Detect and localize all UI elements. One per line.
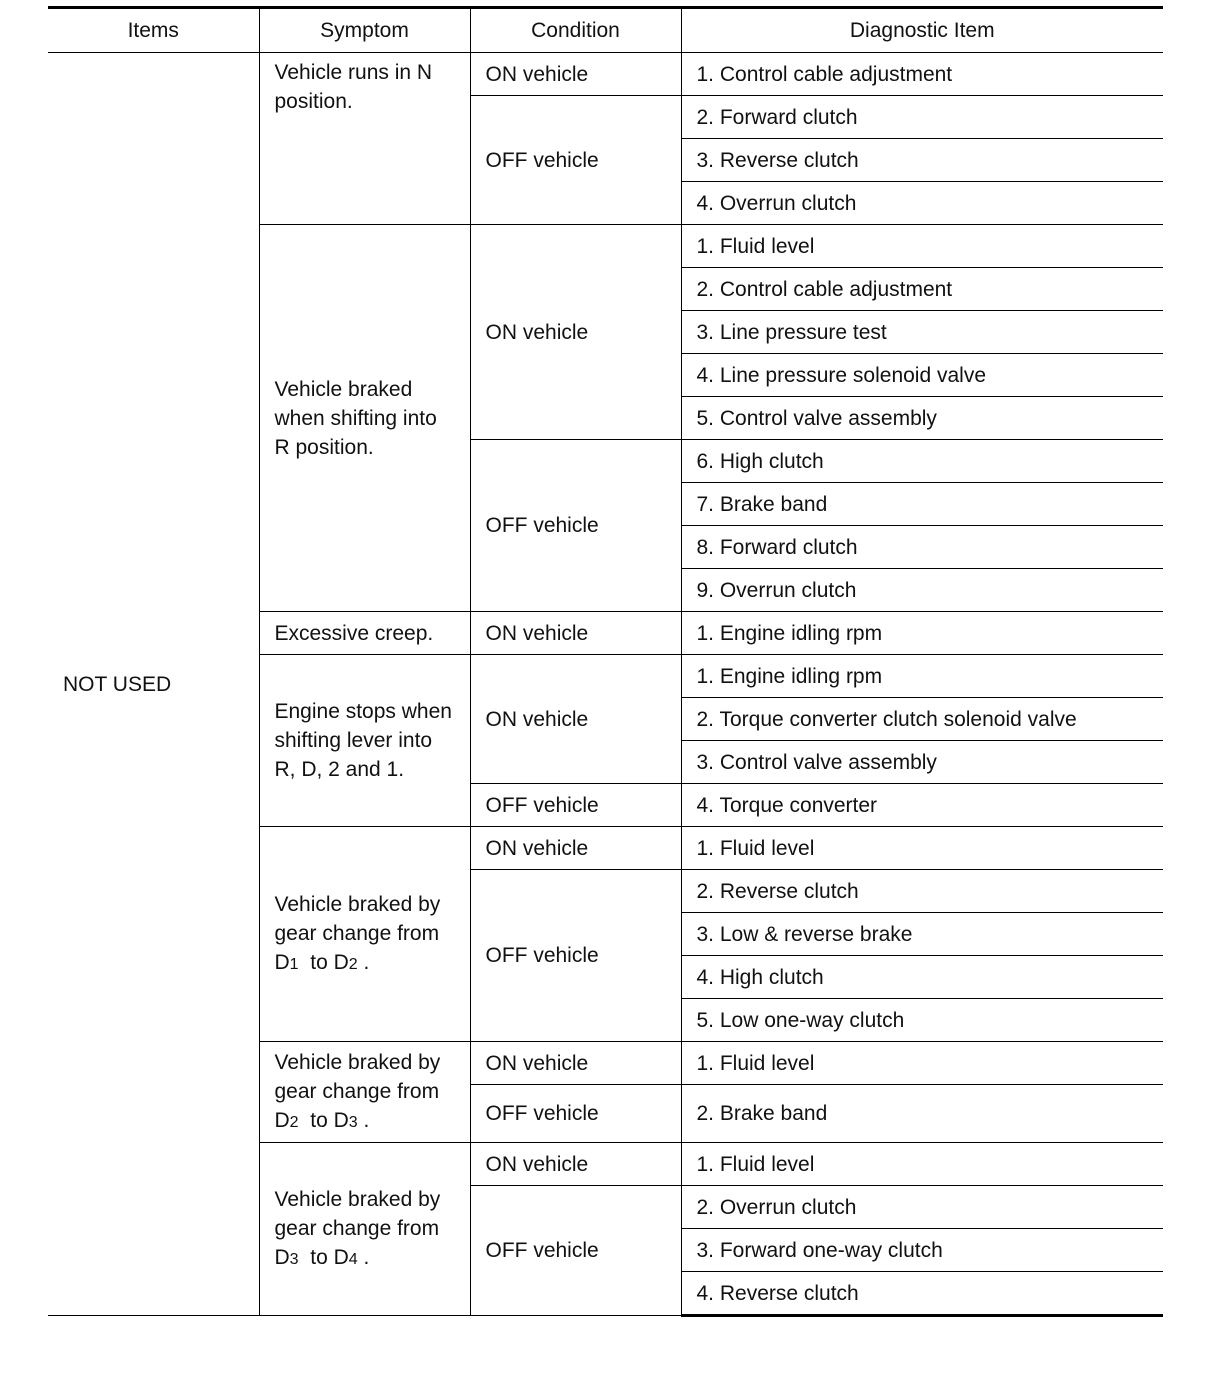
gear-from: D — [274, 1245, 290, 1269]
diagnostic-cell: 3. Control valve assembly — [681, 741, 1163, 784]
diagnostic-cell: 1. Fluid level — [681, 1042, 1163, 1085]
diagnostic-cell: 2. Control cable adjustment — [681, 268, 1163, 311]
gear-from-sub: 1 — [289, 955, 299, 973]
diagnostic-cell: 5. Control valve assembly — [681, 397, 1163, 440]
diagnostic-cell: 2. Brake band — [681, 1085, 1163, 1143]
header-symptom: Symptom — [259, 8, 470, 53]
condition-cell: ON vehicle — [470, 827, 681, 870]
gear-mid: to D — [310, 1245, 349, 1269]
symptom-cell — [259, 1143, 470, 1316]
symptom-cell — [259, 827, 470, 1042]
diagnostic-cell: 4. Torque converter — [681, 784, 1163, 827]
condition-cell: OFF vehicle — [470, 96, 681, 225]
gear-end: . — [363, 1108, 370, 1132]
gear-end: . — [363, 1245, 370, 1269]
condition-cell: OFF vehicle — [470, 784, 681, 827]
diagnostic-cell: 7. Brake band — [681, 483, 1163, 526]
diagnostic-cell: 2. Forward clutch — [681, 96, 1163, 139]
diagnostic-cell: 3. Line pressure test — [681, 311, 1163, 354]
gear-to-sub: 2 — [348, 955, 358, 973]
symptom-text: Vehicle braked by gear change from — [274, 892, 441, 945]
condition-cell: ON vehicle — [470, 1042, 681, 1085]
diagnostic-cell: 3. Forward one-way clutch — [681, 1229, 1163, 1272]
diagnostic-cell: 1. Fluid level — [681, 1143, 1163, 1186]
diagnostic-cell: 1. Control cable adjustment — [681, 53, 1163, 96]
condition-cell: ON vehicle — [470, 655, 681, 784]
diagnostic-cell: 2. Reverse clutch — [681, 870, 1163, 913]
header-items: Items — [48, 8, 259, 53]
gear-from: D — [274, 1108, 290, 1132]
gear-mid: to D — [310, 950, 349, 974]
symptom-cell: Vehicle braked when shifting into R position. — [259, 225, 470, 612]
condition-cell: OFF vehicle — [470, 1085, 681, 1143]
condition-cell: OFF vehicle — [470, 870, 681, 1042]
diagnostic-cell: 1. Engine idling rpm — [681, 612, 1163, 655]
diagnostic-cell: 5. Low one-way clutch — [681, 999, 1163, 1042]
symptom-cell: Vehicle runs in N position. — [259, 53, 470, 225]
diagnostic-cell: 4. Reverse clutch — [681, 1272, 1163, 1316]
gear-from-sub: 2 — [289, 1113, 299, 1131]
condition-cell: OFF vehicle — [470, 440, 681, 612]
symptom-cell — [259, 1042, 470, 1143]
gear-to-sub: 3 — [348, 1113, 358, 1131]
symptom-text: Vehicle braked by gear change from — [274, 1050, 441, 1103]
diagnostic-cell: 2. Torque converter clutch solenoid valve — [681, 698, 1163, 741]
diagnostic-cell: 1. Fluid level — [681, 827, 1163, 870]
diagnostic-table — [48, 6, 1163, 1317]
symptom-text: Vehicle braked by gear change from — [274, 1187, 441, 1240]
gear-from: D — [274, 950, 290, 974]
item-not-used: NOT USED — [48, 53, 259, 1316]
diagnostic-cell: 4. Overrun clutch — [681, 182, 1163, 225]
header-condition: Condition — [470, 8, 681, 53]
gear-mid: to D — [310, 1108, 349, 1132]
diagnostic-cell: 1. Engine idling rpm — [681, 655, 1163, 698]
diagnostic-cell: 9. Overrun clutch — [681, 569, 1163, 612]
diagnostic-cell: 6. High clutch — [681, 440, 1163, 483]
diagnostic-cell: 8. Forward clutch — [681, 526, 1163, 569]
diagnostic-cell: 3. Reverse clutch — [681, 139, 1163, 182]
diagnostic-cell: 4. Line pressure solenoid valve — [681, 354, 1163, 397]
diagnostic-cell: 3. Low & reverse brake — [681, 913, 1163, 956]
gear-from-sub: 3 — [289, 1250, 299, 1268]
symptom-cell: Excessive creep. — [259, 612, 470, 655]
diagnostic-cell: 4. High clutch — [681, 956, 1163, 999]
diagnostic-cell: 1. Fluid level — [681, 225, 1163, 268]
condition-cell: ON vehicle — [470, 53, 681, 96]
header-diagnostic-item: Diagnostic Item — [681, 8, 1163, 53]
condition-cell: ON vehicle — [470, 612, 681, 655]
header-row — [48, 8, 1163, 53]
diagnostic-cell: 2. Overrun clutch — [681, 1186, 1163, 1229]
condition-cell: ON vehicle — [470, 1143, 681, 1186]
table-row — [48, 53, 1163, 96]
condition-cell: OFF vehicle — [470, 1186, 681, 1316]
condition-cell: ON vehicle — [470, 225, 681, 440]
gear-end: . — [363, 950, 370, 974]
gear-to-sub: 4 — [348, 1250, 358, 1268]
symptom-cell: Engine stops when shifting lever into R, D, 2 and 1. — [259, 655, 470, 827]
